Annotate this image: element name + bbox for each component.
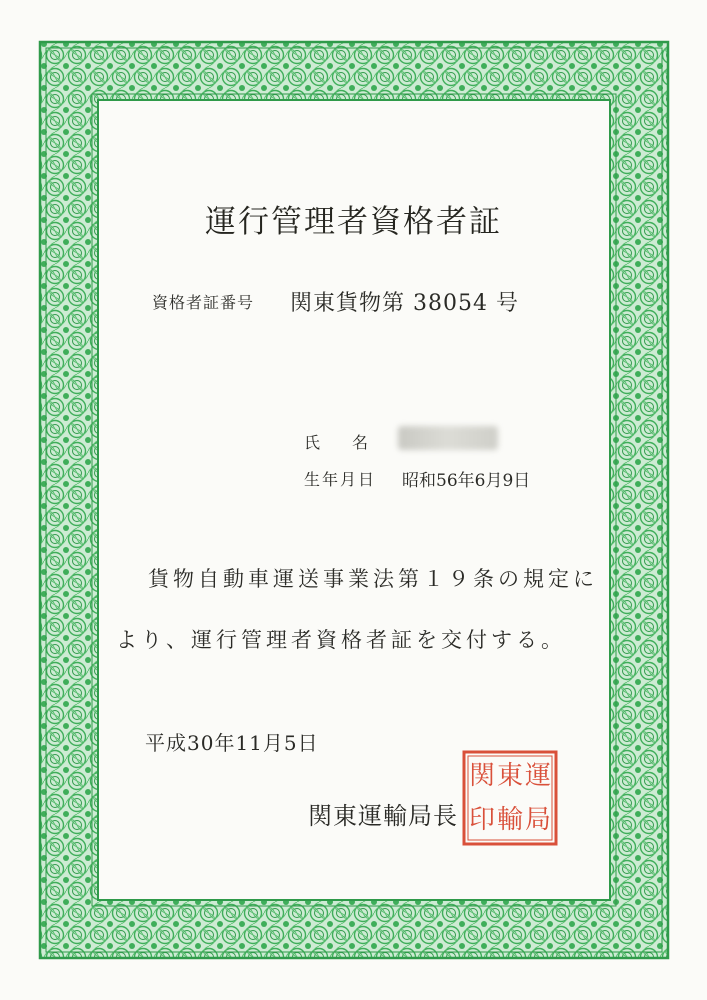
certificate-number-value: 関東貨物第 38054 号 bbox=[290, 291, 519, 316]
svg-text:東: 東 bbox=[496, 761, 524, 791]
svg-text:輸: 輸 bbox=[496, 805, 524, 835]
svg-text:運: 運 bbox=[524, 761, 552, 791]
certificate-title: 運行管理者資格者証 bbox=[205, 204, 502, 240]
name-label: 氏 名 bbox=[304, 433, 369, 452]
svg-text:局: 局 bbox=[524, 805, 552, 835]
name-value-redacted bbox=[398, 426, 498, 450]
official-seal bbox=[460, 748, 560, 848]
body-text-line-1: 貨物自動車運送事業法第１９条の規定に bbox=[148, 567, 598, 591]
issue-date: 平成30年11月5日 bbox=[145, 731, 319, 755]
svg-text:印: 印 bbox=[468, 805, 496, 835]
issuer-name: 関東運輸局長 bbox=[308, 802, 458, 830]
dob-label: 生年月日 bbox=[304, 470, 377, 489]
dob-value: 昭和56年6月9日 bbox=[402, 471, 531, 491]
body-text-line-2: より、運行管理者資格者証を交付する。 bbox=[116, 628, 566, 652]
svg-text:関: 関 bbox=[468, 761, 496, 791]
certificate-number-label: 資格者証番号 bbox=[152, 293, 255, 312]
